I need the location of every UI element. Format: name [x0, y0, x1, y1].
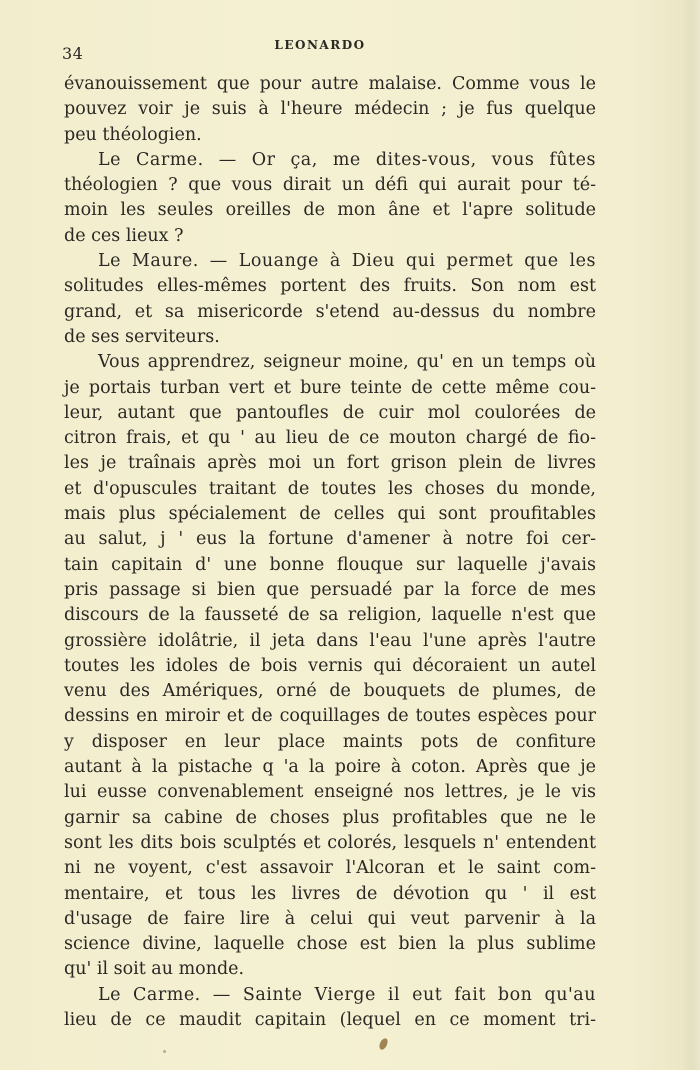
text-line: peu théologien. [64, 124, 202, 145]
text-line: garnir sa cabine de choses plus profitables que ne le [64, 807, 596, 828]
text-line: je portais turban vert et bure teinte de cette même cou- [64, 377, 596, 398]
text-line: moin les seules oreilles de mon âne et l'apre solitude [64, 200, 596, 221]
text-line-speaker: Le Carme. — Or ça, me dites-vous, vous fûtes [98, 149, 596, 170]
text-line: autant à la pistache q 'a la poire à coton. Après que je [64, 757, 596, 778]
text-line: lieu de ce maudit capitain (lequel en ce moment tri- [64, 1009, 596, 1030]
ink-stain [378, 1037, 389, 1051]
text-line: toutes les idoles de bois vernis qui décoraient un autel [64, 655, 596, 676]
text-line: qu' il soit au monde. [64, 959, 245, 980]
text-line: de ses serviteurs. [64, 326, 220, 347]
text-line: tain capitain d' une bonne flouque sur laquelle j'avais [64, 554, 596, 575]
text-line: citron frais, et qu ' au lieu de ce mouton chargé de fio- [64, 428, 596, 449]
text-line: solitudes elles-mêmes portent des fruits. Son nom est [64, 276, 596, 297]
body-text [64, 72, 596, 1033]
ink-stain [163, 1050, 166, 1053]
text-line: Vous apprendrez, seigneur moine, qu' en un temps où [98, 352, 596, 373]
text-line: ni ne voyent, c'est assavoir l'Alcoran et le saint com- [64, 858, 596, 879]
text-line: mais plus spécialement de celles qui sont proufitables [64, 504, 596, 525]
page-edge-shadow [682, 0, 700, 1070]
text-line: dessins en miroir et de coquillages de toutes espèces pour [64, 706, 596, 727]
text-line: pris passage si bien que persuadé par la force de mes [64, 579, 596, 600]
text-line: théologien ? que vous dirait un défi qui aurait pour té- [64, 175, 596, 196]
text-line: de ces lieux ? [64, 225, 184, 246]
text-line: mentaire, et tous les livres de dévotion qu ' il est [64, 883, 596, 904]
text-line: grossière idolâtrie, il jeta dans l'eau l'une après l'autre [64, 630, 596, 651]
text-line-speaker: Le Carme. — Sainte Vierge il eut fait bon qu'au [98, 984, 596, 1005]
text-line: d'usage de faire lire à celui qui veut parvenir à la [64, 908, 596, 929]
text-line: au salut, j ' eus la fortune d'amener à notre foi cer- [64, 529, 596, 550]
text-line: venu des Amériques, orné de bouquets de plumes, de [64, 681, 596, 702]
text-line: y disposer en leur place maints pots de confiture [64, 731, 596, 752]
text-line: les je traînais après moi un fort grison plein de livres [64, 453, 596, 474]
text-line: science divine, laquelle chose est bien la plus sublime [64, 934, 596, 955]
page-number: 34 [62, 44, 84, 63]
text-line: et d'opuscules traitant de toutes les choses du monde, [64, 478, 596, 499]
text-line: discours de la fausseté de sa religion, laquelle n'est que [64, 605, 596, 626]
text-line: grand, et sa misericorde s'etend au-dessus du nombre [64, 301, 596, 322]
text-line: lui eusse convenablement enseigné nos lettres, je le vis [64, 782, 596, 803]
text-line-speaker: Le Maure. — Louange à Dieu qui permet que les [98, 251, 596, 272]
running-title: LEONARDO [274, 38, 366, 52]
text-line: leur, autant que pantoufles de cuir mol coulorées de [64, 402, 596, 423]
text-line: pouvez voir je suis à l'heure médecin ; je fus quelque [64, 99, 596, 120]
text-line: évanouissement que pour autre malaise. Comme vous le [64, 74, 596, 94]
text-line: sont les dits bois sculptés et colorés, lesquels n' entendent [64, 832, 596, 853]
